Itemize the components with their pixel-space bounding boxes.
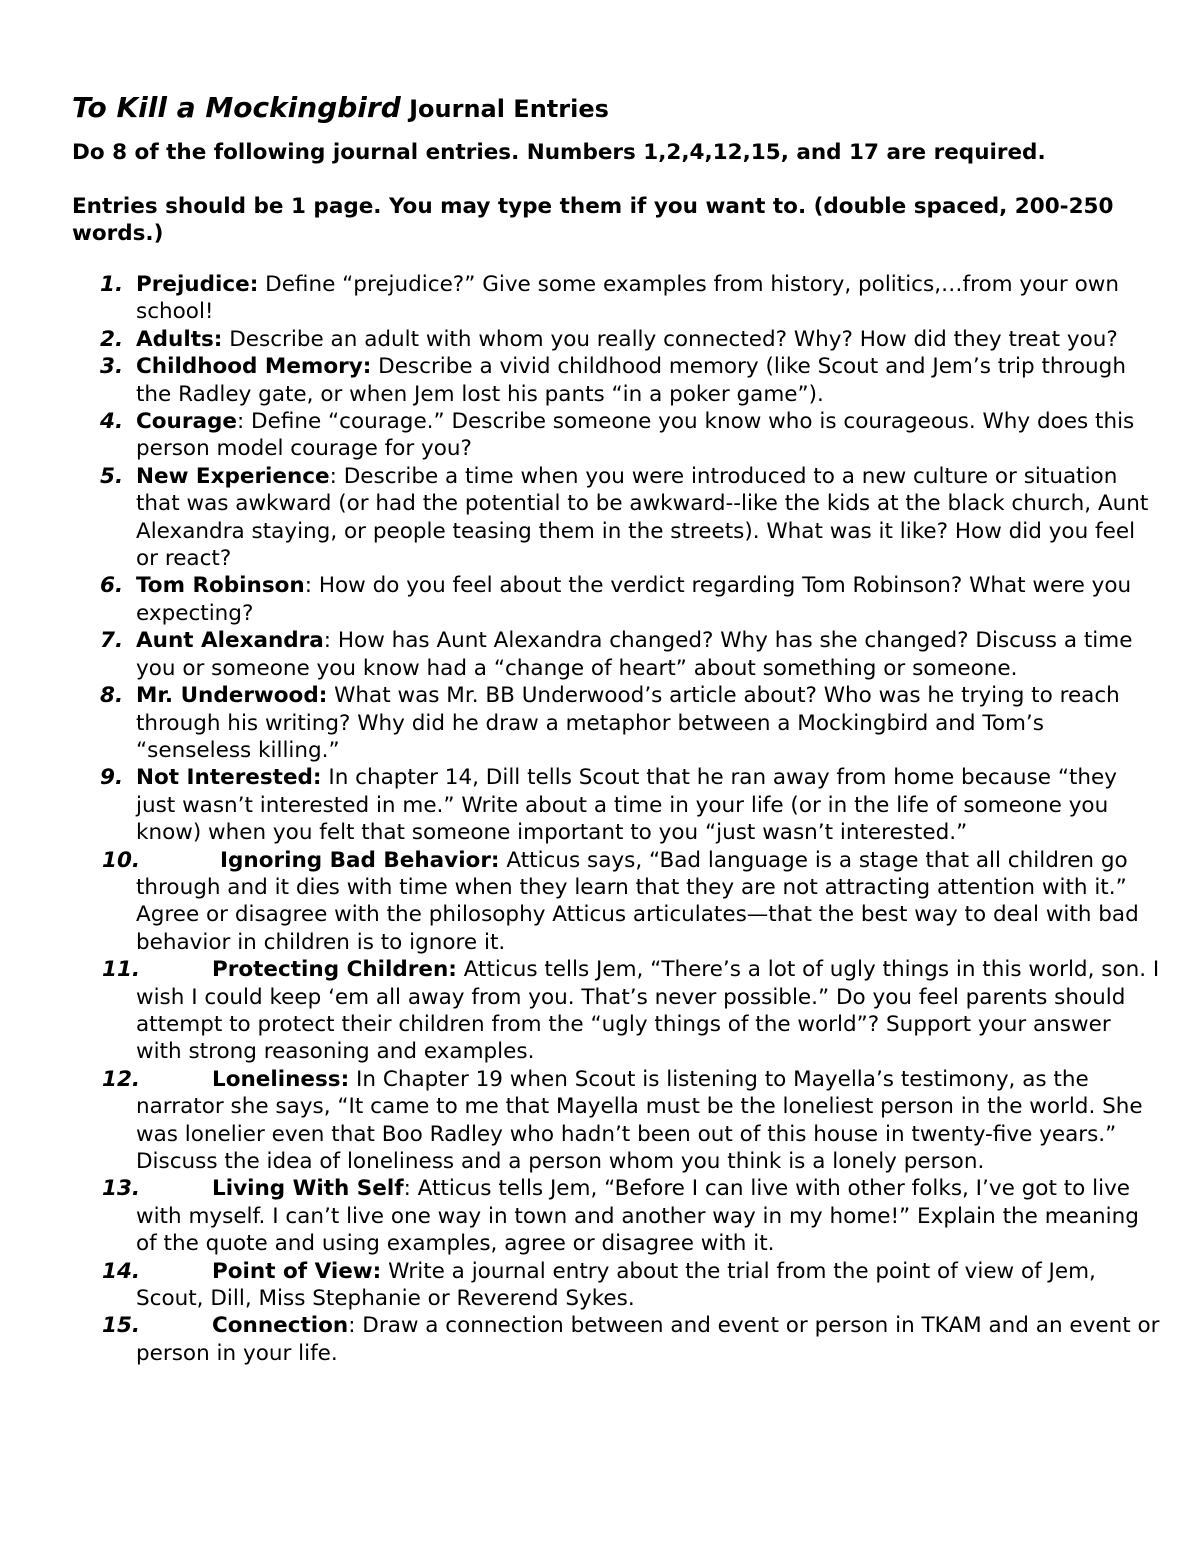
entry-text: Describe a vivid childhood memory (like Scout and Jem’s trip through the Radley gate, or when Jem lost his pants “in a poker game”). bbox=[136, 354, 1126, 407]
entry-heading: Adults: bbox=[136, 326, 223, 352]
list-item bbox=[72, 1175, 1162, 1257]
entry-number: 8. bbox=[100, 683, 124, 709]
entry-text: : How has Aunt Alexandra changed? Why has she changed? Discuss a time you or someone you know had a “change of heart” about something or someone. bbox=[136, 628, 1133, 681]
entry-text: In chapter 14, Dill tells Scout that he ran away from home because “they just wasn’t interested in me.” Write about a time in your life (or in the life of someone you know) when you felt that someone important to you “just wasn’t interested.” bbox=[136, 765, 1117, 846]
entry-heading-text: Connection bbox=[212, 1313, 349, 1339]
entry-number: 5. bbox=[100, 463, 124, 489]
entry-text: Define “prejudice?” Give some examples from history, politics,…from your own school! bbox=[136, 272, 1119, 325]
entry-heading bbox=[136, 1259, 381, 1284]
list-item bbox=[72, 326, 1162, 353]
list-item bbox=[72, 1066, 1162, 1176]
entry-number: 10. bbox=[102, 847, 141, 873]
entry-number: 2. bbox=[100, 326, 124, 352]
entry-text: : How do you feel about the verdict regarding Tom Robinson? What were you expecting? bbox=[136, 573, 1132, 626]
entry-heading-text: Point of View: bbox=[212, 1258, 382, 1284]
entry-heading: Prejudice: bbox=[136, 272, 259, 297]
entry-heading bbox=[136, 1313, 348, 1338]
entry-text: Atticus says, “Bad language is a stage that all children go through and it dies with time when they learn that they are not attracting attention with it.” Agree or disagree with the philosophy Atticus articulates—that the best way to deal with bad behavior in children is to ignore it. bbox=[136, 847, 1139, 955]
entry-heading: Childhood Memory: bbox=[136, 354, 372, 380]
entry-heading-text: Protecting Children: bbox=[212, 957, 457, 983]
book-title: To Kill a Mockingbird bbox=[72, 91, 401, 124]
entry-heading bbox=[136, 848, 500, 873]
entry-number: 3. bbox=[100, 354, 124, 380]
document-page bbox=[72, 88, 1162, 1367]
entry-number: 1. bbox=[100, 272, 124, 297]
entry-text: Atticus tells Jem, “There’s a lot of ugly things in this world, son. I wish I could keep ‘em all away from you. That’s never possible.” Do you feel parents should attempt to protect their children from the “ugly things of the world”? Support your answer with strong reasoning and examples. bbox=[136, 957, 1160, 1065]
list-item bbox=[72, 682, 1162, 764]
entry-heading: New Experience bbox=[136, 463, 330, 489]
list-item bbox=[72, 627, 1162, 682]
entry-heading bbox=[136, 1176, 404, 1201]
list-item bbox=[72, 572, 1162, 627]
list-item bbox=[72, 271, 1162, 326]
instruction-required: Do 8 of the following journal entries. Numbers 1,2,4,12,15, and 17 are required. bbox=[72, 140, 1046, 165]
entry-text: In Chapter 19 when Scout is listening to Mayella’s testimony, as the narrator she says, “It came to me that Mayella must be the loneliest person in the world. She was lonelier even that Boo Radley who hadn’t been out of this house in twenty-five years.” Discuss the idea of loneliness and a person whom you think is a lonely person. bbox=[136, 1066, 1143, 1174]
entry-text: Describe an adult with whom you really connected? Why? How did they treat you? bbox=[222, 326, 1118, 352]
entry-heading: Not Interested: bbox=[136, 765, 322, 791]
entry-text: Write a journal entry about the trial from the point of view of Jem, Scout, Dill, Miss Stephanie or Reverend Sykes. bbox=[136, 1258, 1096, 1312]
entry-heading-text: Loneliness: bbox=[212, 1066, 350, 1092]
entry-number: 13. bbox=[102, 1176, 141, 1202]
entry-heading bbox=[136, 957, 457, 982]
list-item bbox=[72, 764, 1162, 846]
entry-heading: Mr. Underwood: bbox=[136, 683, 328, 709]
page-title bbox=[72, 88, 1162, 129]
list-item bbox=[72, 408, 1162, 463]
instruction-length: Entries should be 1 page. You may type them if you want to. (double spaced, 200-250 words.) bbox=[72, 194, 1114, 246]
entry-text: : Define “courage.” Describe someone you know who is courageous. Why does this person model courage for you? bbox=[136, 409, 1135, 462]
list-item bbox=[72, 847, 1162, 957]
entry-heading bbox=[136, 1067, 349, 1092]
entry-number: 7. bbox=[100, 628, 124, 654]
entry-number: 15. bbox=[102, 1313, 141, 1339]
entry-number: 14. bbox=[102, 1258, 141, 1284]
list-item bbox=[72, 463, 1162, 573]
entry-heading-text: Ignoring Bad Behavior: bbox=[220, 847, 500, 873]
entry-heading: Courage bbox=[136, 409, 237, 435]
entry-heading-text: Living With Self bbox=[212, 1176, 404, 1202]
journal-entries-list bbox=[72, 271, 1162, 1367]
entry-heading: Aunt Alexandra bbox=[136, 628, 324, 654]
entry-number: 12. bbox=[102, 1066, 141, 1092]
list-item bbox=[72, 353, 1162, 408]
entry-text: : Draw a connection between and event or person in TKAM and an event or person in your life. bbox=[136, 1313, 1160, 1366]
entry-text: : Atticus tells Jem, “Before I can live with other folks, I’ve got to live with myself. I can’t live one way in town and another way in my home!” Explain the meaning of the quote and using examples, agree or disagree with it. bbox=[136, 1176, 1139, 1257]
entry-heading: Tom Robinson bbox=[136, 573, 305, 599]
list-item bbox=[72, 1312, 1162, 1367]
entry-text: : Describe a time when you were introduced to a new culture or situation that was awkward (or had the potential to be awkward--like the kids at the black church, Aunt Alexandra staying, or people teasing them in the streets). What was it like? How did you feel or react? bbox=[136, 463, 1149, 572]
entry-text: What was Mr. BB Underwood’s article about? Who was he trying to reach through his writing? Why did he draw a metaphor between a Mockingbird and Tom’s “senseless killing.” bbox=[136, 683, 1120, 763]
entry-number: 9. bbox=[100, 765, 124, 791]
entry-number: 4. bbox=[100, 409, 124, 435]
entry-number: 11. bbox=[102, 957, 141, 983]
entry-number: 6. bbox=[100, 573, 124, 599]
list-item bbox=[72, 1258, 1162, 1313]
list-item bbox=[72, 956, 1162, 1066]
title-suffix: Journal Entries bbox=[400, 95, 609, 123]
